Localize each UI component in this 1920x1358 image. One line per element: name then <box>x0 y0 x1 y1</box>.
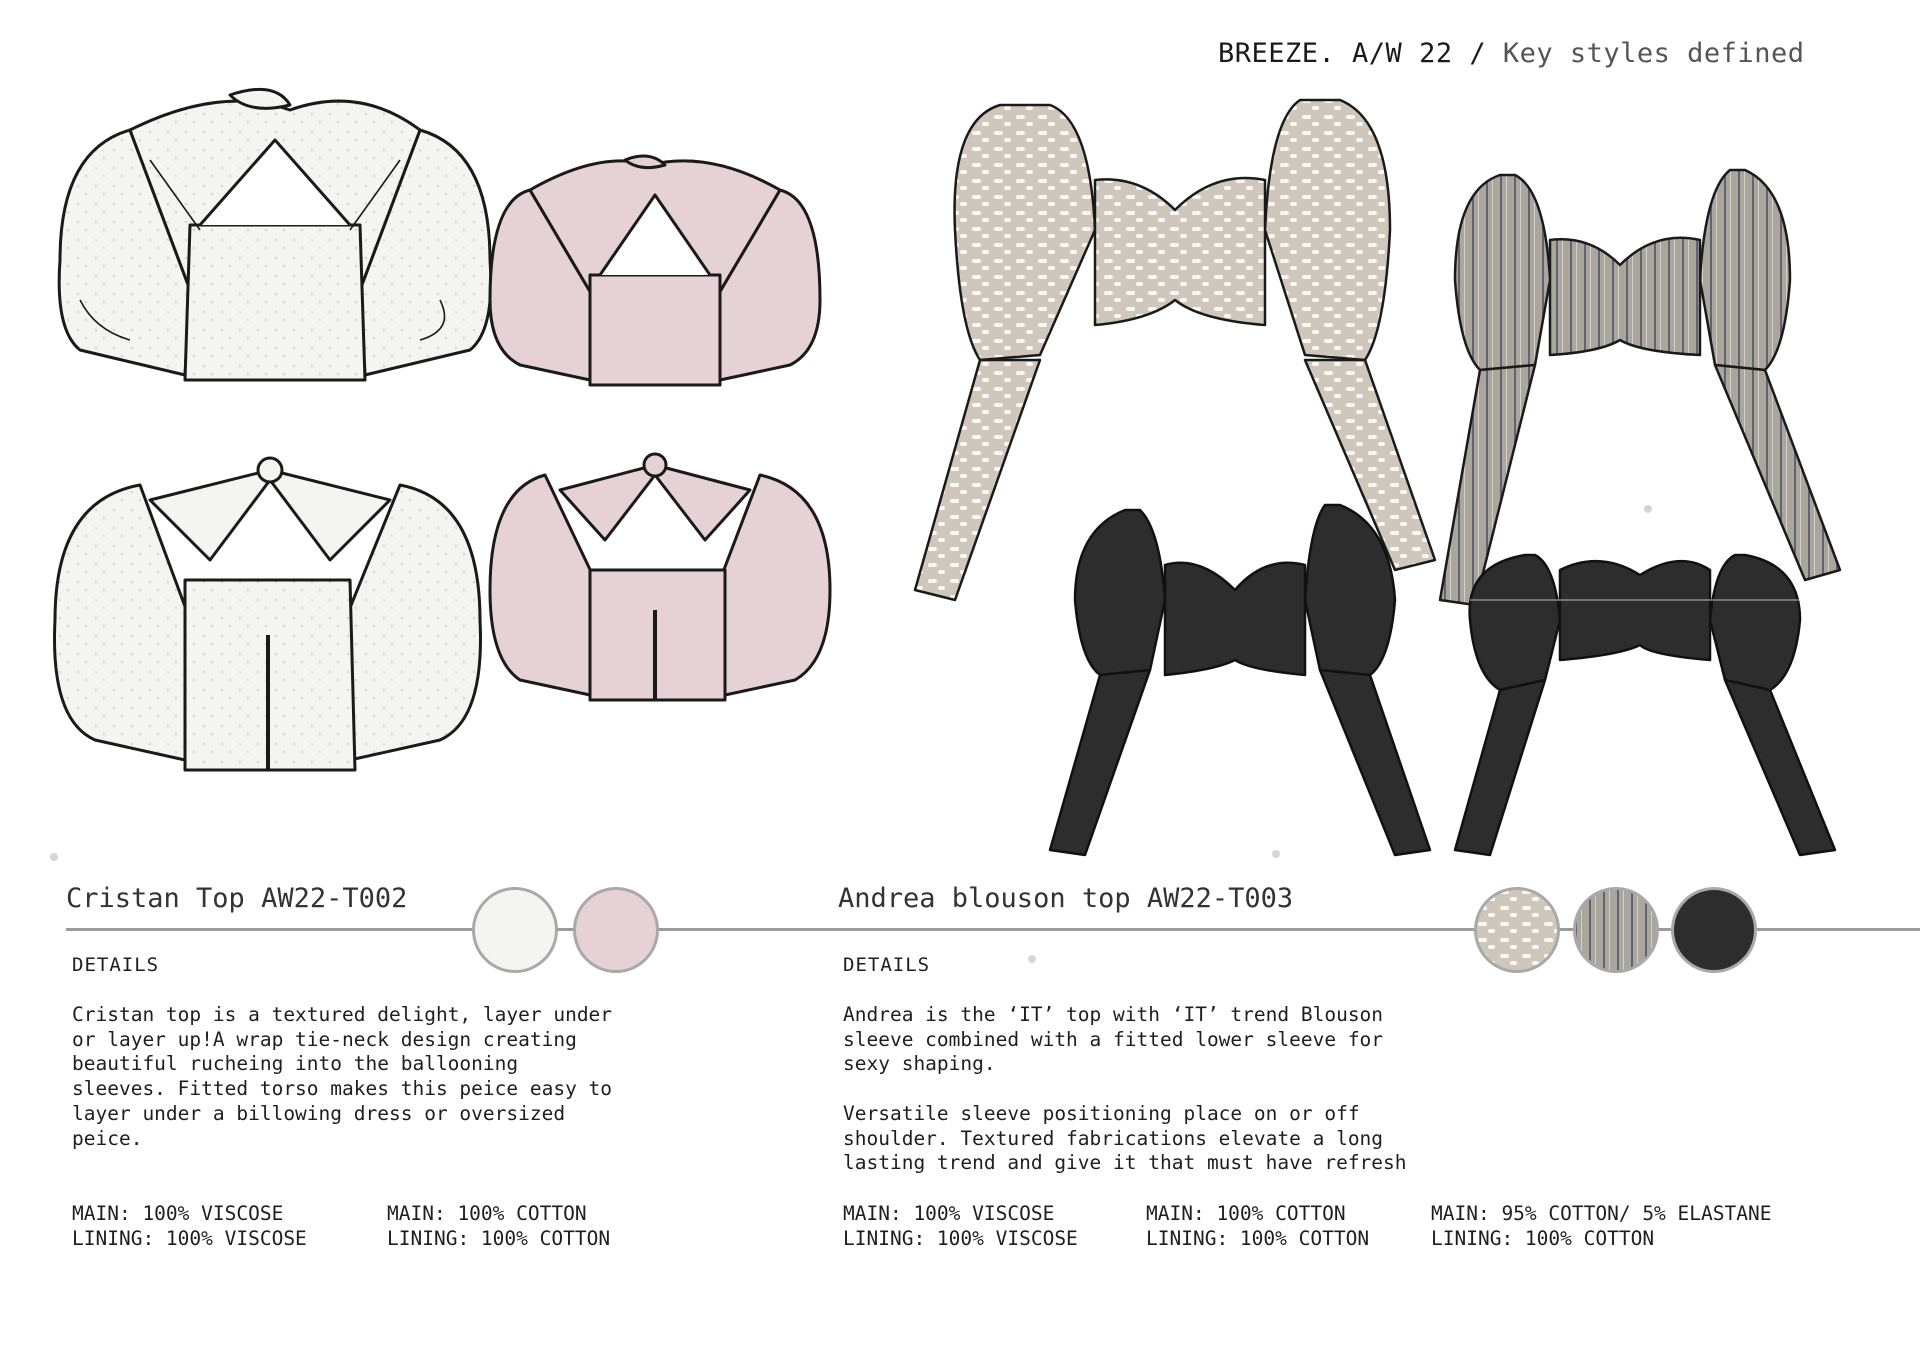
fabric-spec-andrea-2 <box>1146 1202 1369 1251</box>
spec-main: MAIN: 100% VISCOSE <box>72 1202 284 1225</box>
collection-title: BREEZE. A/W 22 / <box>1218 38 1487 69</box>
details-text-andrea-2: Versatile sleeve positioning place on or off shoulder. Textured fabrications elevate a long lasting trend and give it that must have refresh <box>843 1102 1407 1175</box>
fabric-spec-andrea-1 <box>843 1202 1078 1251</box>
swatch-andrea-beige <box>1474 887 1560 973</box>
spec-main: MAIN: 100% VISCOSE <box>843 1202 1055 1225</box>
andrea-black-back-sketch <box>1455 555 1835 855</box>
cristan-white-back-sketch <box>55 458 481 770</box>
spec-main: MAIN: 100% COTTON <box>387 1202 587 1225</box>
fabric-spec-andrea-3 <box>1431 1202 1771 1251</box>
cristan-white-front-sketch <box>59 89 491 380</box>
cristan-pink-back-sketch <box>490 454 830 700</box>
spec-main: MAIN: 100% COTTON <box>1146 1202 1346 1225</box>
speckle <box>1644 505 1652 513</box>
product-title-cristan: Cristan Top AW22-T002 <box>66 883 408 914</box>
swatch-andrea-black <box>1671 887 1757 973</box>
andrea-grey-front-sketch <box>1440 170 1840 605</box>
details-text-andrea-1: Andrea is the ‘IT’ top with ‘IT’ trend Blouson sleeve combined with a fitted lower sleeve for sexy shaping. <box>843 1003 1384 1076</box>
details-heading-andrea: DETAILS <box>843 954 931 976</box>
spec-lining: LINING: 100% VISCOSE <box>843 1226 1078 1250</box>
product-title-andrea: Andrea blouson top AW22-T003 <box>838 883 1294 914</box>
swatch-cristan-pink <box>573 887 659 973</box>
fabric-spec-cristan-1 <box>72 1202 307 1251</box>
spec-main: MAIN: 95% COTTON/ 5% ELASTANE <box>1431 1202 1772 1225</box>
speckle <box>1028 955 1036 963</box>
spec-lining: LINING: 100% COTTON <box>1146 1226 1370 1250</box>
details-heading-cristan: DETAILS <box>72 954 160 976</box>
swatch-andrea-grey <box>1573 887 1659 973</box>
speckle <box>1272 850 1280 858</box>
andrea-black-front-sketch <box>1050 505 1430 855</box>
speckle <box>50 853 58 861</box>
swatch-cristan-white <box>472 887 558 973</box>
details-text-cristan: Cristan top is a textured delight, layer under or layer up!A wrap tie-neck design creating beautiful rucheing into the ballooning sleeves. Fitted torso makes this peice easy to layer under a billowing dress or oversized peice. <box>72 1003 613 1150</box>
collection-subtitle: Key styles defined <box>1502 38 1805 69</box>
spec-lining: LINING: 100% VISCOSE <box>72 1226 307 1250</box>
cristan-pink-front-sketch <box>490 156 820 385</box>
spec-lining: LINING: 100% COTTON <box>1431 1226 1655 1250</box>
fabric-spec-cristan-2 <box>387 1202 610 1251</box>
spec-lining: LINING: 100% COTTON <box>387 1226 611 1250</box>
